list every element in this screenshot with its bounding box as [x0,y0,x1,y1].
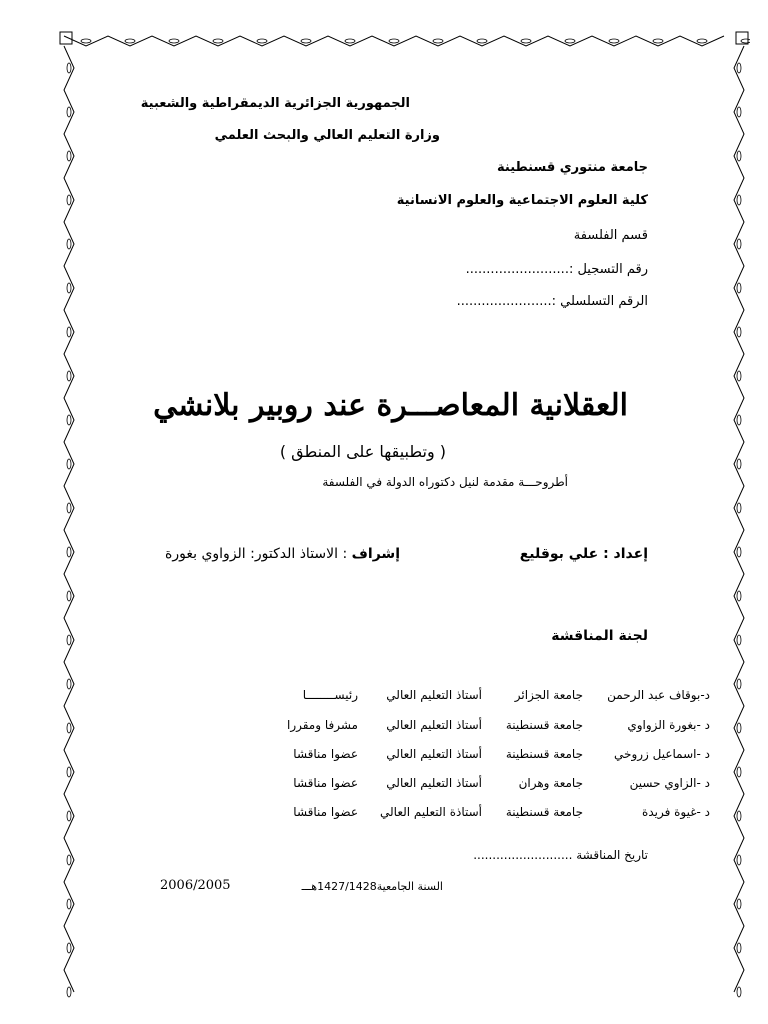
member-name: د -بغورة الزواوي [627,718,710,732]
member-name: د -اسماعيل زروخي [614,747,710,761]
member-role: عضوا مناقشا [293,747,358,761]
thesis-subtitle: ( وتطبيقها على المنطق ) [279,442,446,461]
member-name: د -الزاوي حسين [629,776,710,790]
member-role: مشرفا ومقررا [286,718,358,732]
prepared-by-text: إعداد : علي بوقليع [519,546,648,562]
prepared-by [520,546,648,562]
thesis-title: العقلانية المعاصـــرة عند روبير بلانشي [153,388,628,423]
member-rank: أستاذ التعليم العالي [386,718,482,732]
member-rank: أستاذ التعليم العالي [386,688,482,702]
supervisor [165,546,400,562]
member-role: رئيســــــــا [302,688,358,702]
faculty-name: كلية العلوم الاجتماعية والعلوم الانسانية [396,193,648,208]
supervisor-name: : الاستاذ الدكتور: الزواوي بغورة [165,546,352,562]
member-university: جامعة قسنطينة [505,747,583,761]
member-name: د-بوقاف عبد الرحمن [607,688,710,702]
member-university: جامعة الجزائر [514,688,583,702]
defense-date: تاريخ المناقشة .......................... [473,848,648,862]
member-name: د -غيوة فريدة [642,805,710,819]
university-name: جامعة منتوري قسنطينة [497,160,648,175]
member-rank: أستاذة التعليم العالي [380,805,482,819]
registration-number: رقم التسجيل :......................... [465,262,648,277]
committee-heading: لجنة المناقشة [551,628,648,644]
serial-number: الرقم التسلسلي :....................... [456,294,648,309]
republic-name: الجمهورية الجزائرية الديمقراطية والشعبية [140,96,410,111]
member-rank: أستاذ التعليم العالي [386,747,482,761]
supervisor-label: إشراف [351,546,400,562]
committee-member [0,747,768,767]
member-university: جامعة قسنطينة [505,718,583,732]
member-role: عضوا مناقشا [293,776,358,790]
degree-statement: أطروحـــة مقدمة لنيل دكتوراه الدولة في الفلسفة [322,475,568,489]
ministry-name: وزارة التعليم العالي والبحث العلمي [214,128,440,143]
member-university: جامعة وهران [518,776,583,790]
committee-member [0,688,768,708]
committee-member [0,776,768,796]
committee-member [0,718,768,738]
member-rank: أستاذ التعليم العالي [386,776,482,790]
department-name: قسم الفلسفة [573,228,648,243]
member-university: جامعة قسنطينة [505,805,583,819]
member-role: عضوا مناقشا [293,805,358,819]
committee-member [0,805,768,825]
academic-year-gregorian: 2006/2005 [160,878,231,893]
academic-year-hijri: السنة الجامعية1427/1428هـــ [301,880,443,893]
